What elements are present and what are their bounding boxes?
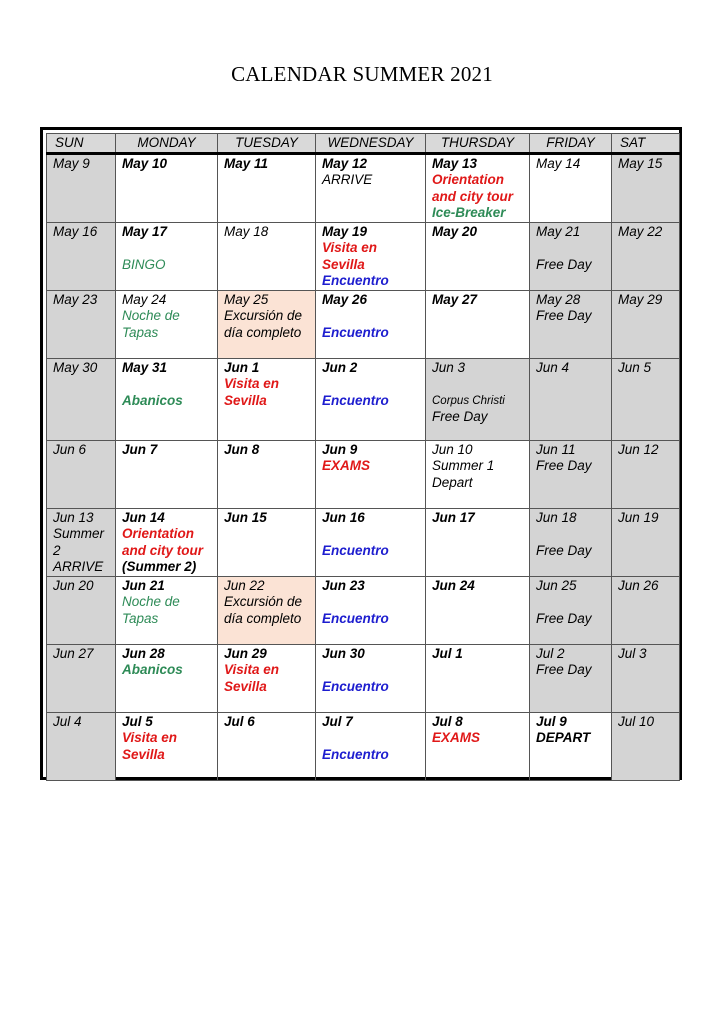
day-date: May 24 [122,291,167,307]
holiday-label: Corpus Christi [432,394,505,407]
day-date: May 17 [122,223,168,239]
day-cell [426,358,530,440]
event-orientation: and city tour [432,188,514,204]
day-cell [612,576,680,644]
day-cell [116,222,218,290]
spacer [322,730,425,747]
day-cell [530,290,612,358]
day-date: Jun 30 [322,645,365,661]
day-date: Jun 17 [432,509,475,525]
day-date: Jun 4 [536,359,570,375]
day-cell [426,576,530,644]
spacer [536,526,611,543]
day-date: May 15 [618,155,663,171]
day-cell [612,222,680,290]
day-note: Free Day [536,662,592,677]
day-cell [316,712,426,780]
event-excursion: Excursión de [224,308,303,323]
event-orientation: and city tour [122,542,204,558]
day-cell [218,222,316,290]
day-date: May 23 [53,291,98,307]
week-row [47,576,680,644]
day-cell [426,644,530,712]
day-date: May 16 [53,223,98,239]
day-cell [47,358,116,440]
spacer [322,376,425,393]
day-date: Jun 12 [618,441,659,457]
spacer [322,526,425,543]
spacer [322,662,425,679]
day-cell [530,644,612,712]
day-cell [316,222,426,290]
header-tuesday: TUESDAY [218,134,316,154]
day-date: Jun 14 [122,509,165,525]
day-cell [612,712,680,780]
day-date: Jun 5 [618,359,652,375]
week-row [47,712,680,780]
day-note: Free Day [536,256,592,272]
day-date: May 9 [53,155,90,171]
event-tapas: Tapas [122,610,159,626]
day-cell [612,290,680,358]
event-bingo: BINGO [122,256,166,272]
day-cell [612,508,680,576]
event-encuentro: Encuentro [322,542,389,558]
day-date: Jul 8 [432,713,463,729]
day-date: May 14 [536,155,581,171]
day-cell [218,712,316,780]
day-cell [47,576,116,644]
day-cell [47,290,116,358]
event-orientation: Orientation [432,172,505,187]
day-date: Jun 15 [224,509,267,525]
event-encuentro: Encuentro [322,610,389,626]
day-date: May 30 [53,359,98,375]
header-sun: SUN [47,134,116,154]
day-note: Summer 1 [432,458,495,473]
day-cell [316,153,426,222]
day-date: Jun 3 [432,359,466,375]
day-cell [116,712,218,780]
week-row [47,290,680,358]
day-cell [218,576,316,644]
day-date: Jun 29 [224,645,267,661]
week-row [47,508,680,576]
event-encuentro: Encuentro [322,746,389,762]
event-visita: Sevilla [224,678,267,694]
day-note: ARRIVE [322,172,373,187]
day-date: Jul 4 [53,713,82,729]
day-cell [218,644,316,712]
day-date: Jun 1 [224,359,260,375]
event-exams: EXAMS [322,458,371,473]
day-cell [530,712,612,780]
day-cell [530,153,612,222]
event-encuentro: Encuentro [322,678,389,694]
event-excursion: día completo [224,610,302,626]
day-date: Jul 6 [224,713,255,729]
calendar-frame [40,127,682,780]
day-cell [47,440,116,508]
day-cell [530,440,612,508]
day-cell [218,358,316,440]
day-date: Jun 28 [122,645,165,661]
event-visita: Sevilla [322,256,365,272]
day-date: Jun 20 [53,577,94,593]
header-monday: MONDAY [116,134,218,154]
day-note: 2 [53,542,61,558]
day-note: Free Day [536,458,592,473]
week-row [47,358,680,440]
day-date: Jun 27 [53,645,94,661]
day-date: Jun 6 [53,441,87,457]
day-date: May 22 [618,223,663,239]
calendar-table [46,133,680,781]
week-row [47,440,680,508]
day-date: Jul 9 [536,713,567,729]
day-cell [426,712,530,780]
day-date: Jun 22 [224,577,265,593]
calendar-header-row [47,134,680,154]
day-date: Jun 11 [536,441,576,457]
event-excursion: Excursión de [224,594,303,609]
day-date: Jun 18 [536,509,577,525]
day-cell [218,290,316,358]
day-date: May 12 [322,155,368,171]
event-orientation: Orientation [122,526,195,541]
day-date: Jun 13 [53,509,94,525]
day-cell [316,644,426,712]
day-cell [116,440,218,508]
day-note: DEPART [536,730,591,745]
day-date: Jul 10 [618,713,655,729]
day-date: Jun 2 [322,359,358,375]
event-visita: Visita en [224,662,280,677]
spacer [322,308,425,325]
day-date: May 29 [618,291,663,307]
day-date: Jul 7 [322,713,353,729]
day-cell [426,153,530,222]
day-cell [316,290,426,358]
day-date: Jun 7 [122,441,158,457]
spacer [122,240,217,257]
day-cell [530,222,612,290]
header-wednesday: WEDNESDAY [316,134,426,154]
week-row [47,222,680,290]
event-tapas: Noche de [122,594,180,609]
day-note: Free Day [432,409,488,424]
event-abanicos: Abanicos [122,662,183,677]
day-cell [316,508,426,576]
spacer [432,376,529,393]
day-cell [116,576,218,644]
day-date: Jun 16 [322,509,365,525]
spacer [536,594,611,611]
day-date: Jun 23 [322,577,365,593]
day-date: Jun 26 [618,577,659,593]
header-thursday: THURSDAY [426,134,530,154]
day-date: Jun 10 [432,441,473,457]
day-cell [218,440,316,508]
spacer [122,376,217,393]
day-date: May 13 [432,155,478,171]
event-encuentro: Encuentro [322,324,389,340]
day-cell [530,358,612,440]
day-cell [316,358,426,440]
day-date: May 10 [122,155,168,171]
event-excursion: día completo [224,324,302,340]
event-abanicos: Abanicos [122,392,183,408]
day-cell [612,440,680,508]
day-cell [530,576,612,644]
day-cell [116,153,218,222]
day-cell [612,644,680,712]
day-date: May 31 [122,359,168,375]
day-date: May 27 [432,291,478,307]
day-cell [316,576,426,644]
day-cell [612,358,680,440]
event-encuentro: Encuentro [322,273,389,288]
header-sat: SAT [612,134,680,154]
day-cell [426,508,530,576]
day-cell [218,508,316,576]
spacer [322,594,425,611]
day-date: Jul 5 [122,713,153,729]
day-date: May 19 [322,223,368,239]
week-row [47,644,680,712]
day-date: May 21 [536,223,581,239]
day-date: May 11 [224,155,269,171]
day-cell [426,222,530,290]
event-tapas: Tapas [122,324,159,340]
day-cell [116,290,218,358]
spacer [536,240,611,257]
day-note: Summer [53,526,105,541]
week-row [47,153,680,222]
day-cell [47,508,116,576]
day-date: Jul 1 [432,645,463,661]
day-cell [426,440,530,508]
day-date: May 18 [224,223,269,239]
day-cell [47,712,116,780]
day-note: ARRIVE [53,559,104,574]
header-friday: FRIDAY [530,134,612,154]
day-cell [116,644,218,712]
day-date: May 25 [224,291,269,307]
day-date: Jun 25 [536,577,577,593]
day-date: Jul 3 [618,645,647,661]
day-cell [612,153,680,222]
day-date: Jun 9 [322,441,358,457]
event-visita: Sevilla [224,392,267,408]
day-cell [47,222,116,290]
event-visita: Visita en [122,730,178,745]
day-cell [47,644,116,712]
day-cell [116,358,218,440]
day-date: Jun 21 [122,577,165,593]
event-exams: EXAMS [432,730,481,745]
day-cell [530,508,612,576]
day-cell [218,153,316,222]
day-cell [116,508,218,576]
event-tapas: Noche de [122,308,180,323]
day-note: (Summer 2) [122,559,197,574]
day-date: Jun 8 [224,441,260,457]
event-visita: Visita en [224,376,280,391]
day-note: Depart [432,474,473,490]
event-visita: Sevilla [122,746,165,762]
day-cell [426,290,530,358]
day-cell [47,153,116,222]
event-ice-breaker: Ice-Breaker [432,205,506,220]
day-date: Jul 2 [536,645,565,661]
event-encuentro: Encuentro [322,392,389,408]
event-visita: Visita en [322,240,378,255]
day-date: May 28 [536,291,581,307]
page-title: CALENDAR SUMMER 2021 [231,62,493,86]
day-note: Free Day [536,308,592,323]
day-date: Jun 19 [618,509,659,525]
day-note: Free Day [536,542,592,558]
day-date: Jun 24 [432,577,475,593]
day-date: May 26 [322,291,368,307]
day-cell [316,440,426,508]
day-note: Free Day [536,610,592,626]
day-date: May 20 [432,223,478,239]
